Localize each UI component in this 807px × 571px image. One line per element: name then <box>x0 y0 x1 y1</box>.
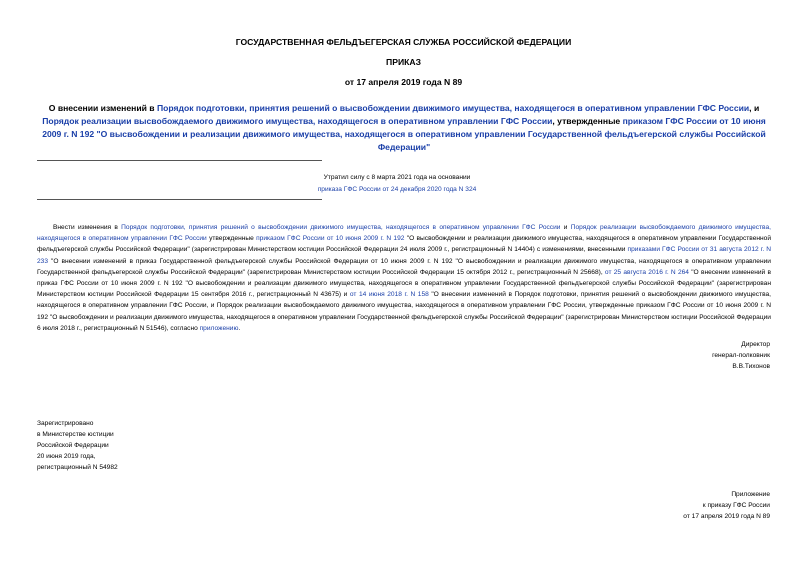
title-text-1: О внесении изменений в <box>48 103 157 113</box>
body-text-1: Внести изменения в <box>53 224 122 231</box>
order-body-paragraph <box>37 222 771 334</box>
body-link-order-264[interactable]: от 25 августа 2016 г. N 264 <box>604 268 689 276</box>
body-text-3: утвержденные <box>206 235 257 243</box>
title-link-procedure-preparation[interactable]: Порядок подготовки, принятия решений о высвобождении движимого имущества, находящегося в оперативном управлении ГФС России <box>156 103 750 113</box>
registration-line: 20 июня 2019 года, <box>37 453 96 460</box>
appendix-reference <box>570 489 770 522</box>
signature-block <box>570 339 770 372</box>
divider-bottom <box>37 199 322 200</box>
divider-top <box>37 160 322 161</box>
body-link-order-233[interactable]: приказами ГФС России от 31 августа 2012 г. N 233 <box>37 246 771 265</box>
title-link-procedure-sale[interactable]: Порядок реализации высвобождаемого движимого имущества, находящегося в оперативном управлении ГФС России <box>42 116 553 126</box>
body-text-8: . <box>238 324 241 332</box>
body-text-2: и <box>560 224 571 231</box>
organization-heading: ГОСУДАРСТВЕННАЯ ФЕЛЬДЪЕГЕРСКАЯ СЛУЖБА РОССИЙСКОЙ ФЕДЕРАЦИИ <box>235 37 572 47</box>
appendix-line: от 17 апреля 2019 года N 89 <box>683 513 770 520</box>
body-text-5: "О внесении изменений в приказ Государственной фельдъегерской службы Российской Федерации от 10 июня 2009 г. N 192 "О высвобождении и реализации движимого имущества, находящегося в оперативном управлении Государственной фельдъегерской службы Российской Федерации" (зарегистрирован Министерством юстиции Российской Федерации 15 октября 2012 г., регистрационный N 25668), <box>37 257 771 276</box>
title-link-order-192[interactable]: приказом ГФС России от 10 июня 2009 г. N 192 "О высвобождении и реализации движимого имущества, находящегося в оперативном управлении Государственной фельдъегерской службы Российской Федерации" <box>42 116 766 152</box>
registration-line: Зарегистрировано <box>37 420 94 427</box>
registration-line: Российской Федерации <box>37 442 109 449</box>
signature-rank: генерал-полковник <box>712 352 770 359</box>
void-notice-text: Утратил силу с 8 марта 2021 года на основании <box>323 174 471 181</box>
body-link-procedure-sale[interactable]: Порядок реализации высвобождаемого движимого имущества, находящегося в оперативном управлении ГФС России <box>37 224 771 243</box>
document-type-heading: ПРИКАЗ <box>386 57 421 67</box>
registration-block <box>37 418 237 473</box>
title-text-2: , и <box>749 103 760 113</box>
signature-name: В.В.Тихонов <box>732 363 770 370</box>
title-text-3: , утвержденные <box>552 116 623 126</box>
body-link-order-192[interactable]: приказом ГФС России от 10 июня 2009 г. N 192 <box>256 235 405 243</box>
body-link-procedure-preparation[interactable]: Порядок подготовки, принятия решений о высвобождении движимого имущества, находящегося в оперативном управлении ГФС России <box>121 224 561 231</box>
body-link-order-158[interactable]: от 14 июня 2018 г. N 158 <box>349 291 429 299</box>
body-link-appendix[interactable]: приложению <box>199 324 239 332</box>
appendix-line: Приложение <box>731 491 770 498</box>
body-text-7: "О внесении изменений в Порядок подготовки, принятия решений о высвобождении движимого имущества, находящегося в оперативном управлении ГФС России, и Порядок реализации высвобождаемого движимого имущества, находящегося в оперативном управлении ГФС России, утвержденные приказом ГФС России от 10 июня 2009 г. N 192 "О высвобождении и реализации движимого имущества, находящегося в оперативном управлении Государственной фельдъегерской службы Российской Федерации" (зарегистрирован Министерством юстиции Российской Федерации 6 июля 2018 г., регистрационный N 51546), согласно <box>37 291 771 332</box>
appendix-line: к приказу ГФС России <box>702 502 770 509</box>
void-notice <box>37 172 757 196</box>
document-title <box>34 102 774 154</box>
signature-position: Директор <box>741 341 770 348</box>
void-notice-link[interactable]: приказа ГФС России от 24 декабря 2020 года N 324 <box>317 186 477 193</box>
body-text-4: "О высвобождении и реализации движимого имущества, находящегося в оперативном управлении Государственной фельдъегерской службы Российской Федерации" (зарегистрирован Министерством юстиции Российской Федерации 24 июля 2009 г., регистрационный N 14404) с изменениями, внесенными <box>37 235 772 254</box>
body-text-6: "О внесении изменений в приказ ГФС России от 10 июня 2009 г. N 192 "О высвобождении и реализации движимого имущества, находящегося в оперативном управлении Государственной фельдъегерской службы Российской Федерации" (зарегистрирован Министерством юстиции Российской Федерации 15 сентября 2016 г., регистрационный N 43675) и <box>37 268 771 299</box>
registration-line: в Министерстве юстиции <box>37 431 114 438</box>
document-date-heading: от 17 апреля 2019 года N 89 <box>344 77 463 87</box>
registration-line: регистрационный N 54982 <box>37 464 118 471</box>
